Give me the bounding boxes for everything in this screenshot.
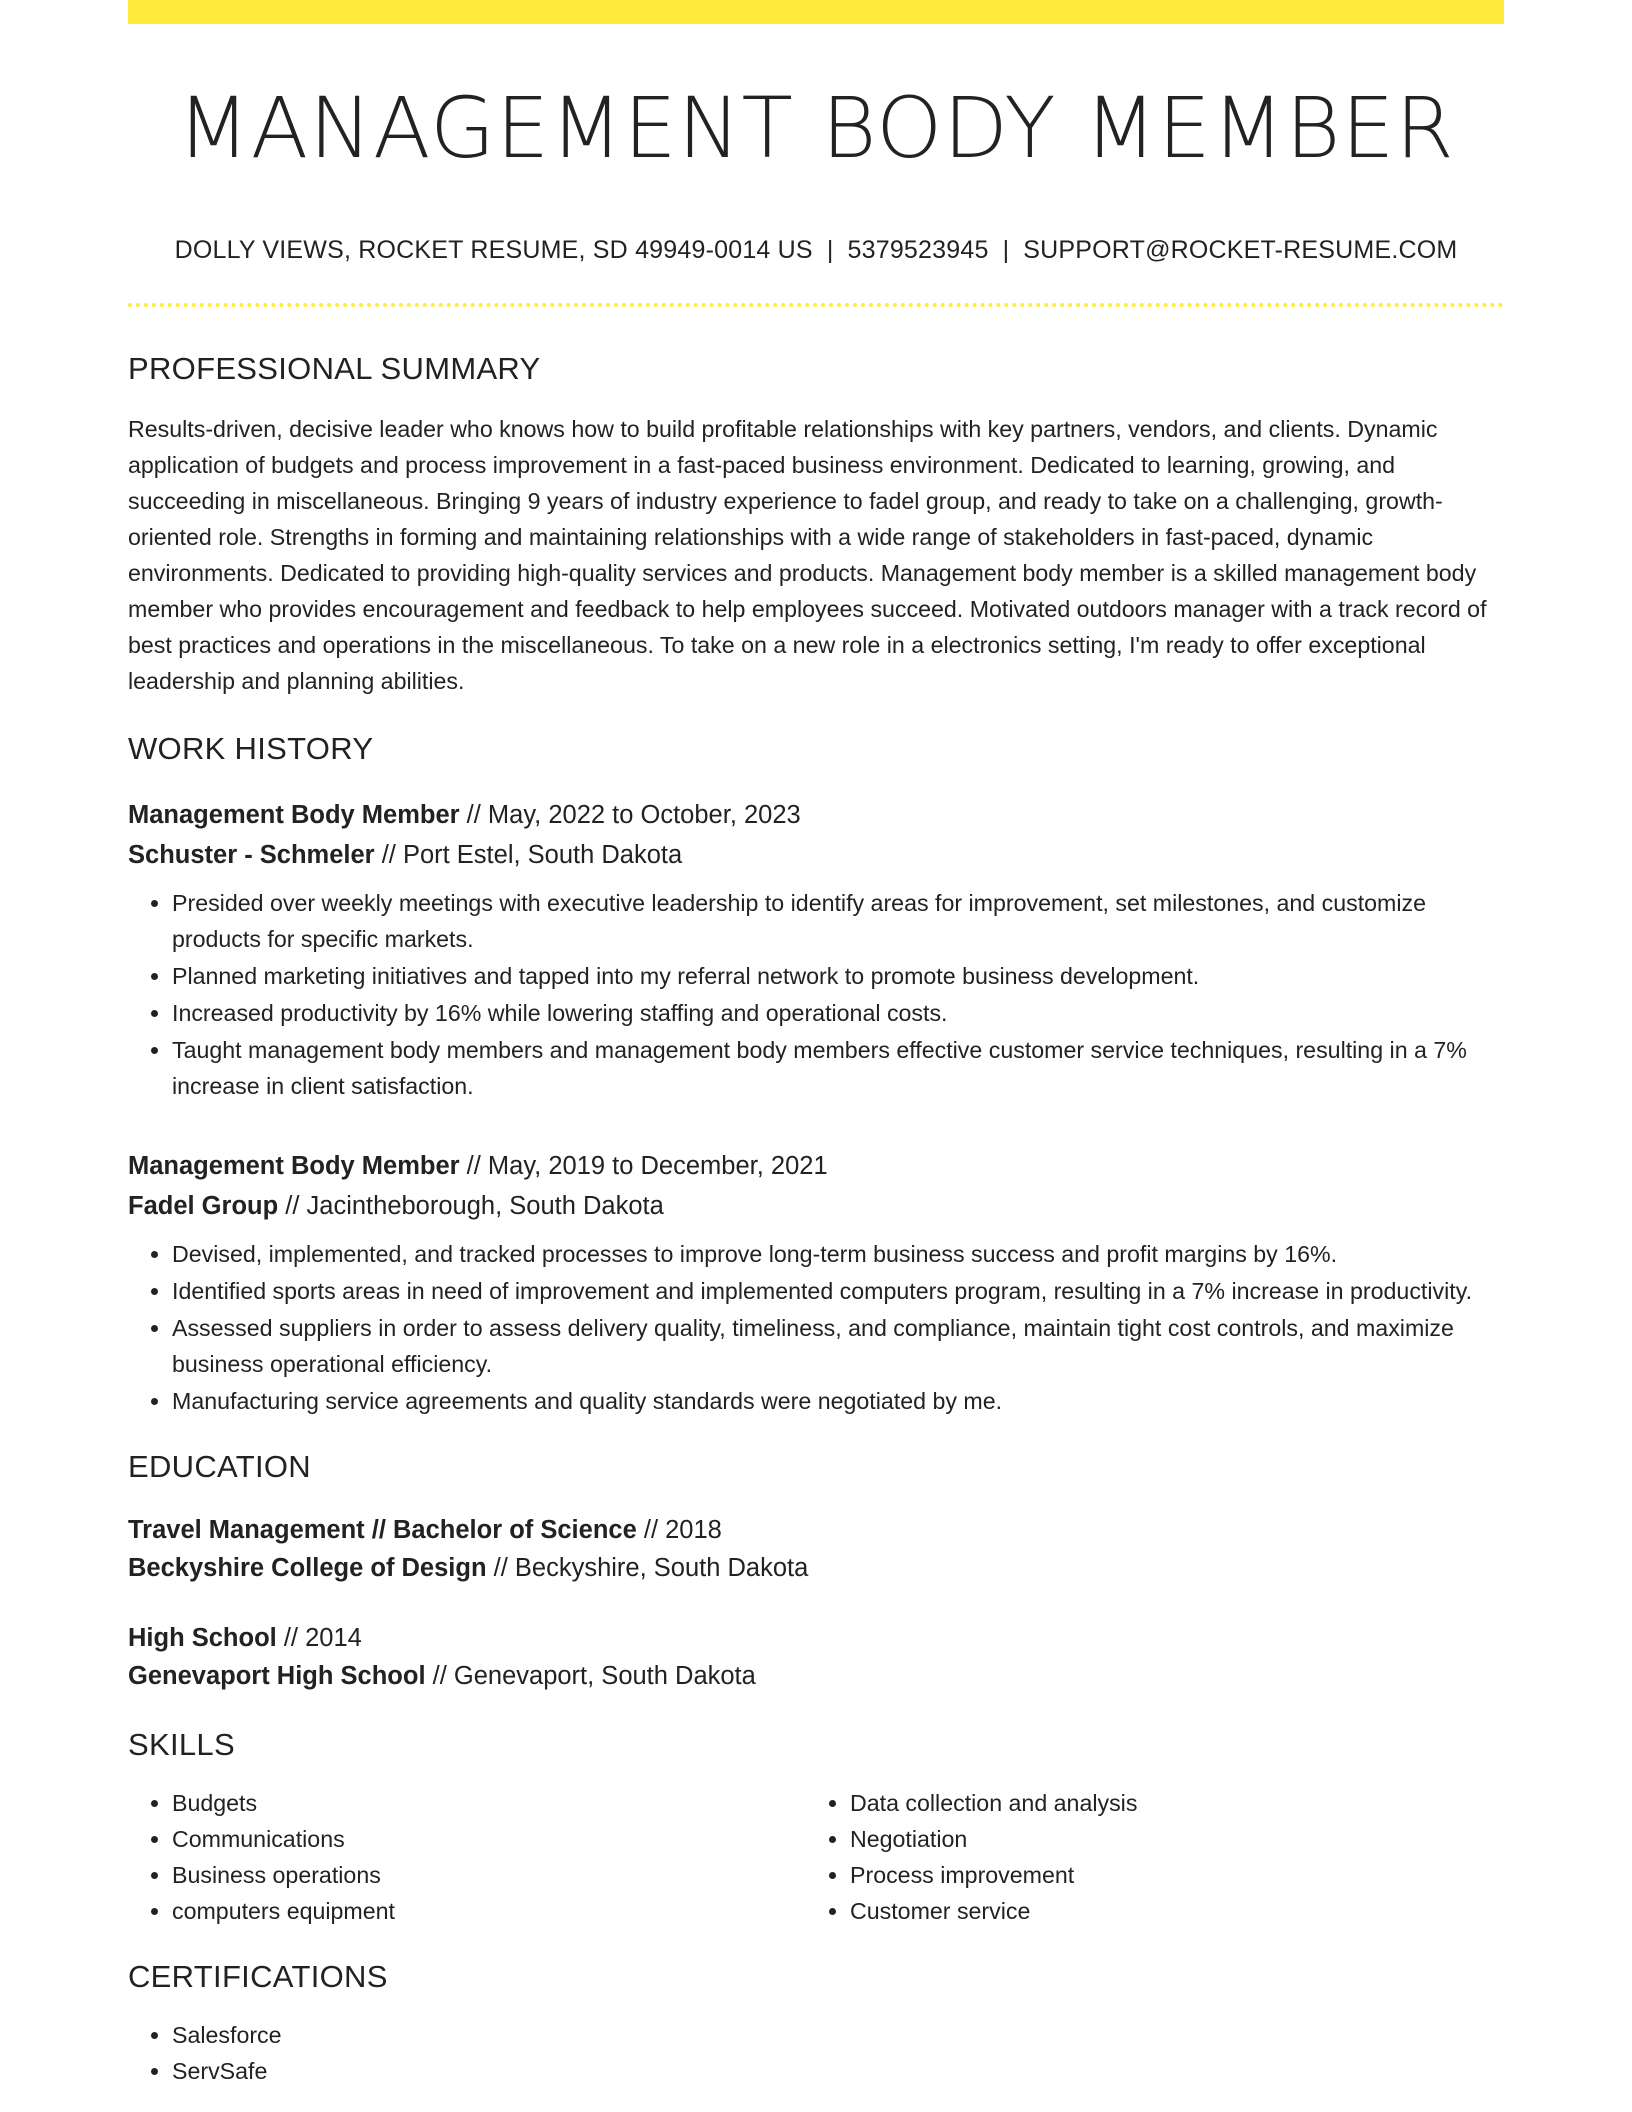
skill-item: • Customer service bbox=[850, 1893, 1484, 1929]
job-bullet: • Planned marketing initiatives and tapped into my referral network to promote business development. bbox=[172, 958, 1504, 994]
education-school: Genevaport High School bbox=[128, 1662, 426, 1691]
contact-address: DOLLY VIEWS, ROCKET RESUME, SD 49949-0014 US bbox=[174, 236, 813, 265]
contact-email[interactable]: SUPPORT@ROCKET-RESUME.COM bbox=[1023, 236, 1458, 265]
job-dates: // May, 2019 to December, 2021 bbox=[459, 1152, 828, 1181]
job-entry bbox=[128, 1146, 1504, 1419]
education-entry bbox=[128, 1511, 1504, 1587]
resume-page bbox=[128, 0, 1504, 2089]
job-company-line bbox=[128, 835, 1504, 875]
skills-list-left bbox=[128, 1785, 806, 1929]
job-bullet: • Manufacturing service agreements and quality standards were negotiated by me. bbox=[172, 1383, 1504, 1419]
job-entry bbox=[128, 795, 1504, 1104]
job-company: Fadel Group bbox=[128, 1192, 279, 1221]
job-dates: // May, 2022 to October, 2023 bbox=[459, 801, 801, 830]
education-degree-line bbox=[128, 1511, 1504, 1549]
job-location: // Jacintheborough, South Dakota bbox=[278, 1192, 664, 1221]
contact-line bbox=[128, 236, 1504, 265]
job-bullet: • Identified sports areas in need of improvement and implemented computers program, resulting in a 7% increase in productivity. bbox=[172, 1273, 1504, 1309]
job-title-line bbox=[128, 795, 1504, 835]
education-degree: Travel Management // Bachelor of Science bbox=[128, 1516, 637, 1545]
job-title-line bbox=[128, 1146, 1504, 1186]
skills-heading: SKILLS bbox=[128, 1727, 235, 1763]
job-bullet: • Devised, implemented, and tracked processes to improve long-term business success and profit margins by 16%. bbox=[172, 1236, 1504, 1272]
contact-phone: 5379523945 bbox=[847, 236, 989, 265]
skill-item: • Data collection and analysis bbox=[850, 1785, 1484, 1821]
education-degree: High School bbox=[128, 1624, 277, 1653]
skill-item: • Negotiation bbox=[850, 1821, 1484, 1857]
accent-bar bbox=[128, 0, 1504, 24]
job-company-line bbox=[128, 1186, 1504, 1226]
certifications-list bbox=[128, 2017, 1504, 2089]
job-location: // Port Estel, South Dakota bbox=[374, 841, 683, 870]
skill-item: • Budgets bbox=[172, 1785, 806, 1821]
skill-item: • Business operations bbox=[172, 1857, 806, 1893]
education-school-line bbox=[128, 1657, 1504, 1695]
summary-heading: PROFESSIONAL SUMMARY bbox=[128, 351, 541, 387]
skill-item: • Process improvement bbox=[850, 1857, 1484, 1893]
certifications-heading: CERTIFICATIONS bbox=[128, 1959, 388, 1995]
skills-list-right bbox=[806, 1785, 1484, 1929]
education-location: // Beckyshire, South Dakota bbox=[486, 1554, 809, 1583]
certification-item: • Salesforce bbox=[172, 2017, 1504, 2053]
contact-separator: | bbox=[1002, 236, 1010, 265]
education-school-line bbox=[128, 1549, 1504, 1587]
education-entry bbox=[128, 1619, 1504, 1695]
work-history-heading: WORK HISTORY bbox=[128, 731, 374, 767]
education-degree-line bbox=[128, 1619, 1504, 1657]
job-bullet: • Assessed suppliers in order to assess delivery quality, timeliness, and compliance, maintain tight cost controls, and maximize business operational efficiency. bbox=[172, 1310, 1504, 1382]
dotted-divider bbox=[128, 303, 1504, 307]
job-bullets bbox=[128, 1236, 1504, 1419]
job-bullets bbox=[128, 885, 1504, 1104]
skills-columns bbox=[128, 1785, 1504, 1929]
certification-item: • ServSafe bbox=[172, 2053, 1504, 2089]
skill-item: • computers equipment bbox=[172, 1893, 806, 1929]
education-school: Beckyshire College of Design bbox=[128, 1554, 487, 1583]
resume-name: MANAGEMENT BODY MEMBER bbox=[177, 79, 1455, 177]
education-year: // 2018 bbox=[636, 1516, 722, 1545]
skill-item: • Communications bbox=[172, 1821, 806, 1857]
job-bullet: • Taught management body members and management body members effective customer service techniques, resulting in a 7% increase in client satisfaction. bbox=[172, 1032, 1504, 1104]
job-bullet: • Increased productivity by 16% while lowering staffing and operational costs. bbox=[172, 995, 1504, 1031]
education-location: // Genevaport, South Dakota bbox=[425, 1662, 756, 1691]
job-bullet: • Presided over weekly meetings with executive leadership to identify areas for improvement, set milestones, and customize products for specific markets. bbox=[172, 885, 1504, 957]
summary-text: Results-driven, decisive leader who knows how to build profitable relationships with key partners, vendors, and clients. Dynamic application of budgets and process improvement in a fast-paced business environment. Dedicated to learning, growing, and succeeding in miscellaneous. Bringing 9 years of industry experience to fadel group, and ready to take on a challenging, growth-oriented role. Strengths in forming and maintaining relationships with a wide range of stakeholders in fast-paced, dynamic environments. Dedicated to providing high-quality services and products. Management body member is a skilled management body member who provides encouragement and feedback to help employees succeed. Motivated outdoors manager with a track record of best practices and operations in the miscellaneous. To take on a new role in a electronics setting, I'm ready to offer exceptional leadership and planning abilities. bbox=[128, 416, 1487, 695]
job-company: Schuster - Schmeler bbox=[128, 841, 375, 870]
education-heading: EDUCATION bbox=[128, 1449, 311, 1485]
job-role: Management Body Member bbox=[128, 1152, 460, 1181]
job-role: Management Body Member bbox=[128, 801, 460, 830]
education-year: // 2014 bbox=[276, 1624, 362, 1653]
contact-separator: | bbox=[826, 236, 834, 265]
